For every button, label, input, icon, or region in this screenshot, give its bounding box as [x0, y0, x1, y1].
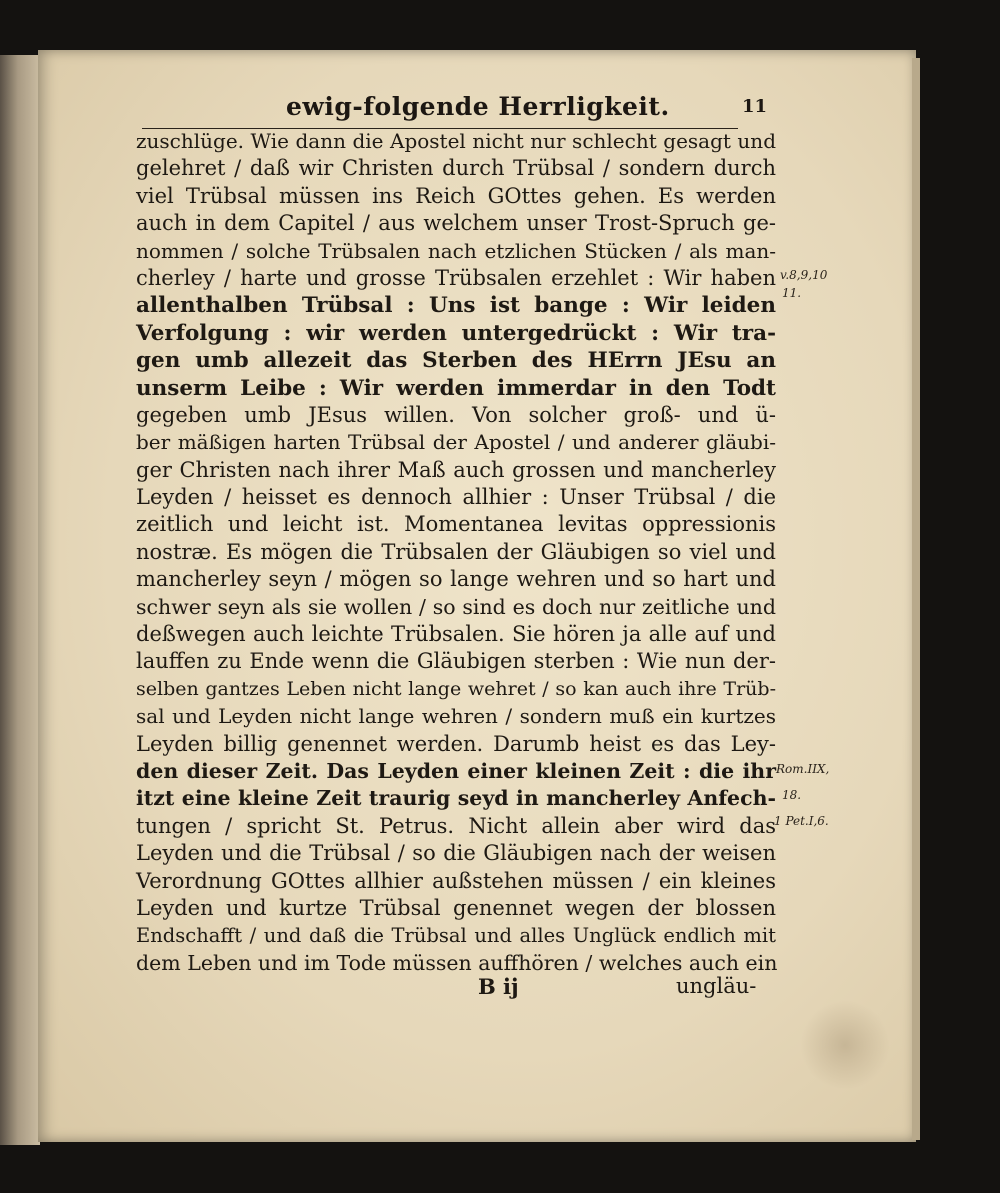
text-line: Verordnung GOttes allhier außstehen müssen / ein kleines — [136, 868, 776, 893]
text-line: selben gantzes Leben nicht lange wehret / so kan auch ihre Trüb- — [136, 677, 776, 700]
margin-note-romans: Rom.IIX, — [776, 762, 830, 776]
text-line: auch in dem Capitel / aus welchem unser Trost-Spruch ge- — [136, 211, 776, 236]
margin-note-peter: 1 Pet.I,6. — [774, 814, 829, 828]
text-line: Verfolgung : wir werden untergedrückt : Wir tra- — [136, 320, 776, 346]
text-line: allenthalben Trübsal : Uns ist bange : Wir leiden — [136, 293, 776, 319]
body-text — [136, 128, 776, 977]
text-line: den dieser Zeit. Das Leyden einer kleinen Zeit : die ihr — [136, 758, 776, 783]
text-line: ber mäßigen harten Trübsal der Apostel / und anderer gläubi- — [136, 430, 776, 455]
text-line: Leyden und die Trübsal / so die Gläubigen nach der weisen — [136, 841, 776, 866]
text-line: zuschlüge. Wie dann die Apostel nicht nur schlecht gesagt und — [136, 129, 776, 153]
book-gutter-edge — [0, 55, 40, 1145]
text-line: Leyden billig genennet werden. Darumb heist es das Ley- — [136, 731, 776, 756]
text-line: itzt eine kleine Zeit traurig seyd in mancherley Anfech- — [136, 786, 776, 811]
text-line: Endschafft / und daß die Trübsal und alles Unglück endlich mit — [136, 924, 776, 948]
text-line: deßwegen auch leichte Trübsalen. Sie hören ja alle auf und — [136, 622, 776, 647]
catchword: ungläu- — [676, 974, 757, 998]
text-line: tungen / spricht St. Petrus. Nicht allein aber wird das — [136, 813, 776, 838]
page-edge — [912, 58, 920, 1140]
text-line: cherley / harte und grosse Trübsalen erzehlet : Wir haben — [136, 265, 776, 290]
paper-stain — [800, 1000, 890, 1090]
text-line: gelehret / daß wir Christen durch Trübsal / sondern durch — [136, 156, 776, 181]
margin-note-verses-cont: 11. — [782, 286, 802, 300]
text-line: viel Trübsal müssen ins Reich GOttes gehen. Es werden — [136, 183, 776, 208]
page-number: 11 — [742, 96, 768, 117]
text-line: schwer seyn als sie wollen / so sind es doch nur zeitliche und — [136, 594, 776, 619]
margin-note-romans-verse: 18. — [782, 788, 802, 802]
text-line: ger Christen nach ihrer Maß auch grossen und mancherley — [136, 457, 776, 482]
text-line: nostræ. Es mögen die Trübsalen der Gläubigen so viel und — [136, 539, 776, 564]
text-line: Leyden / heisset es dennoch allhier : Unser Trübsal / die — [136, 485, 776, 510]
margin-note-verses: v.8,9,10 — [780, 268, 828, 282]
text-line: Leyden und kurtze Trübsal genennet wegen der blossen — [136, 895, 776, 920]
text-line: mancherley seyn / mögen so lange wehren und so hart und — [136, 567, 776, 592]
text-line: nommen / solche Trübsalen nach etzlichen Stücken / als man- — [136, 238, 776, 263]
text-line: zeitlich und leicht ist. Momentanea levitas oppressionis — [136, 512, 776, 537]
text-line: gegeben umb JEsus willen. Von solcher groß- und ü- — [136, 402, 776, 427]
text-line: dem Leben und im Tode müssen auffhören / welches auch ein — [136, 950, 778, 975]
text-line: unserm Leibe : Wir werden immerdar in den Todt — [136, 375, 776, 401]
text-line: gen umb allezeit das Sterben des HErrn JEsu an — [136, 348, 776, 374]
text-line: sal und Leyden nicht lange wehren / sondern muß ein kurtzes — [136, 704, 776, 729]
running-head: ewig-folgende Herrligkeit. — [286, 92, 670, 121]
text-line: lauffen zu Ende wenn die Gläubigen sterben : Wie nun der- — [136, 649, 776, 674]
signature-mark: B ij — [478, 974, 519, 999]
